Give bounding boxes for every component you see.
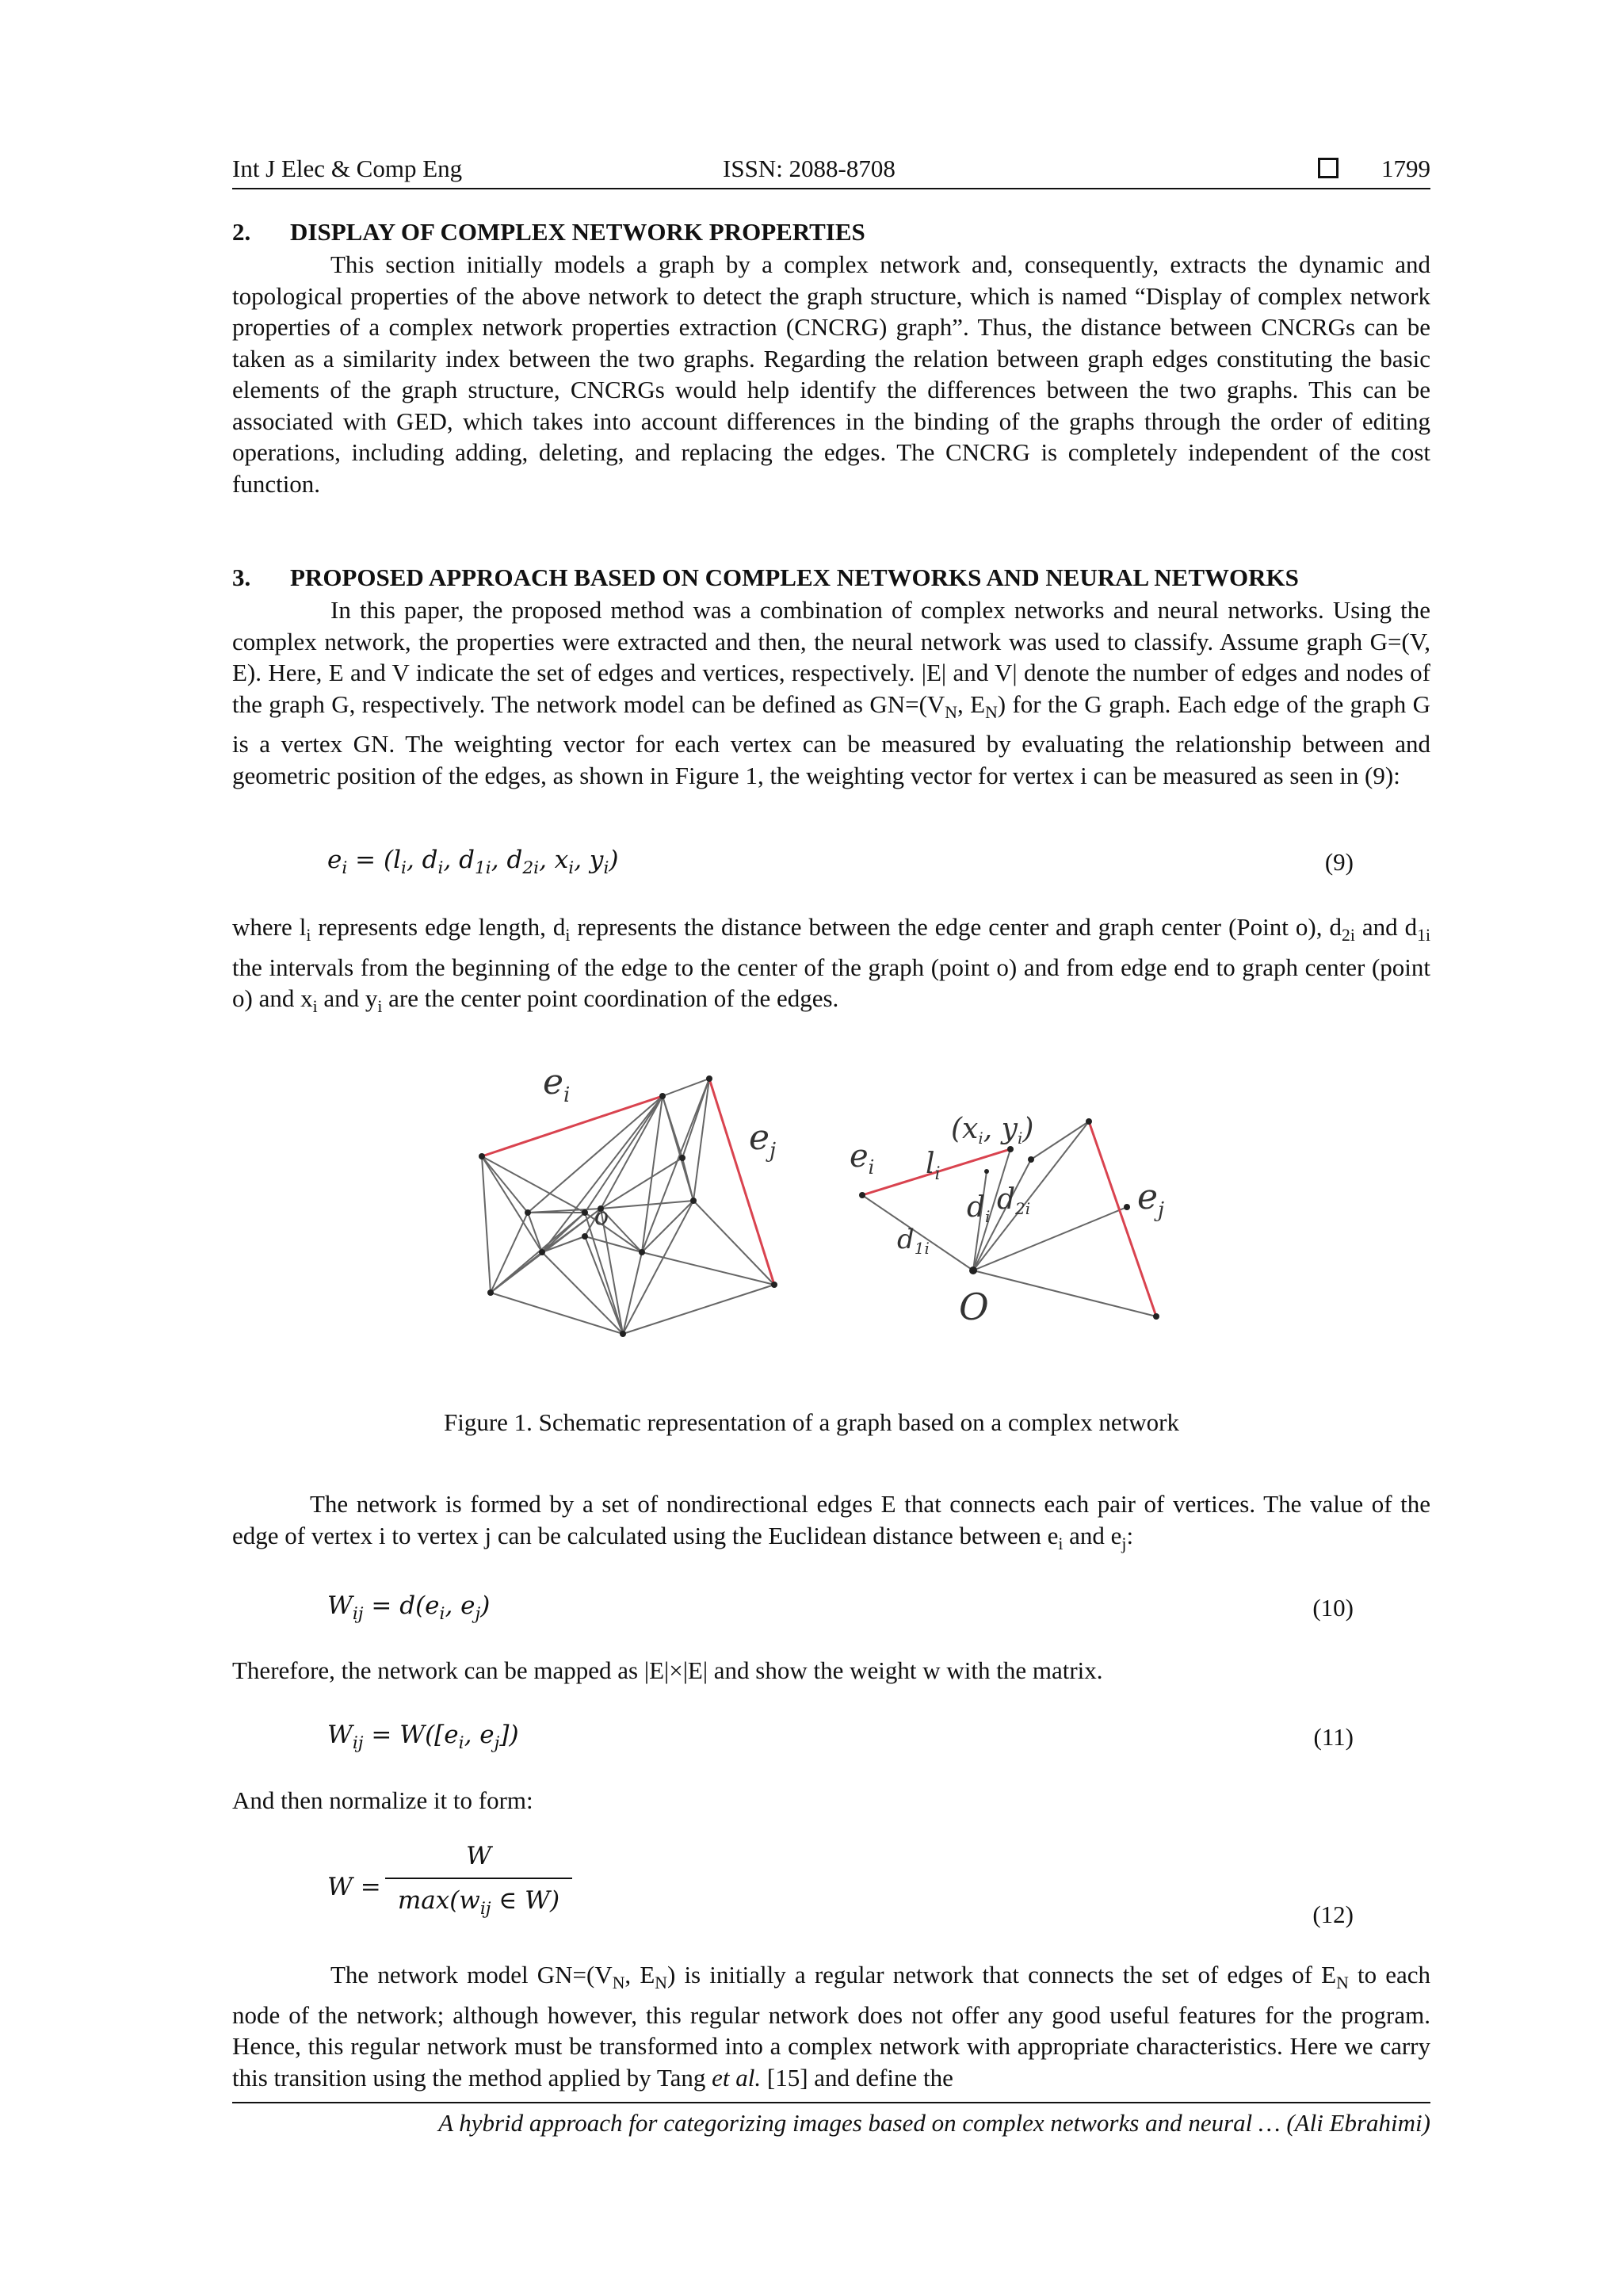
figure-caption: Figure 1. Schematic representation of a graph based on a complex network [444,1408,1179,1436]
left-label-o: o [594,1203,609,1231]
header-rule [232,188,1430,189]
equation-12-denominator: $\max(w_{ij}$ ∈ W) [397,1886,560,1920]
equation-10-number: (10) [1312,1594,1354,1622]
network-text: The network is formed by a set of nondirectional edges E that connects each pair of vertices. The value of the edge of vertex i to vertex j can be calculated using the Euclidean distance between $e_i$ and $e_j$: [232,1490,1430,1553]
left-edge-ei [482,1096,663,1156]
equation-12-number: (12) [1312,1901,1354,1928]
left-edge-ej [709,1079,777,1285]
section-3-number: 3. [232,563,251,591]
where-paragraph [232,911,1430,1023]
left-label-ei: $e_i$ [543,1062,571,1107]
left-label-ej: $e_j$ [749,1117,777,1163]
normalize-text: And then normalize it to form: [232,1786,533,1814]
left-graph [482,1079,777,1334]
fraction-bar [385,1878,572,1879]
square-icon [1318,155,1338,183]
section-2-number: 2. [232,218,251,246]
equation-10: $W_{ij} = d(e_i$, $e_j$) [327,1591,491,1625]
equation-12-lhs: W = [327,1873,381,1901]
network-paragraph [232,1488,1430,1560]
right-label-ej: $e_j$ [1137,1177,1165,1222]
figure-1 [444,1046,1236,1379]
right-label-li: $l_i$ [926,1148,941,1184]
section-3-body [232,594,1430,791]
right-label-ei: $e_i$ [850,1138,875,1179]
right-label-d2i: d2i [997,1183,1031,1218]
right-graph-nodes [859,1118,1159,1320]
final-text: The network model $GN=(V_N$, $E_N$) is initially a regular network that connects the set of edges of $E_N$ to each node of the network; although however, this regular network does not offer any good useful features for the program. Hence, this regular network must be transformed into a complex network with appropriate characteristics. Here we carry this transition using the method applied by Tang et al. [15] and define the [232,1961,1431,2092]
equation-9-number: (9) [1324,848,1354,876]
section-3-title: PROPOSED APPROACH BASED ON COMPLEX NETWORKS AND NEURAL NETWORKS [290,563,1299,591]
equation-9: $e_i = (l_i$, $d_i$, $d_{1i}$, $d_{2i}$, $x_i$, $y_i$) [327,846,619,879]
running-footer: A hybrid approach for categorizing images based on complex networks and neural … (Ali Ebrahimi) [438,2109,1430,2137]
right-label-O: O [959,1286,989,1328]
section-2-body [232,249,1430,499]
issn: ISSN: 2088-8708 [723,155,896,182]
equation-11: $W_{ij} = W([e_i$, $e_j$]) [327,1721,519,1754]
section-2-title: DISPLAY OF COMPLEX NETWORK PROPERTIES [290,218,865,246]
equation-12-numerator: W [466,1842,491,1870]
where-text: where $l_i$ represents edge length, $d_i$ represents the distance between the edge center and graph center (Point o), $d_{2i}$ and $d_{1i}$ the intervals from the beginning of the edge to the center of the graph (point o) and from edge end to graph center (point o) and $x_i$ and $y_i$ are the center point coordination of the edges. [232,913,1431,1017]
journal-name: Int J Elec & Comp Eng [232,155,463,182]
final-paragraph [232,1959,1430,2093]
section-2-paragraph: This section initially models a graph by a complex network and, consequently, extracts the dynamic and topological properties of the above network to detect the graph structure, which is named “Display of complex network properties of a complex network properties extraction (CNCRG) graph”. Thus, the distance between CNCRGs can be taken as a similarity index between the two graphs. Regarding the relation between graph edges constituting the basic elements of the graph structure, CNCRGs would help identify the differences between the two graphs. This can be associated with GED, which takes into account differences in the binding of the graphs through the order of editing operations, including adding, deleting, and replacing the edges. The CNCRG is completely independent of the cost function. [232,250,1430,498]
right-label-xy: (xi, yi) [951,1113,1034,1148]
right-label-d1i: $d_{1i}$ [897,1224,930,1258]
therefore-text: Therefore, the network can be mapped as |E|×|E| and show the weight w with the matrix. [232,1656,1103,1684]
page-number: 1799 [1381,155,1430,182]
footer-rule [232,2102,1430,2103]
right-label-di: di [967,1191,991,1226]
section-3-paragraph: In this paper, the proposed method was a combination of complex networks and neural networks. Using the complex network, the properties were extracted and then, the neural network was used to classify. Assume graph G=(V, E). Here, E and V indicate the set of edges and vertices, respectively. |E| and V| denote the number of edges and nodes of the graph G, respectively. The network model can be defined as $GN=(V_N$, $E_N$) for the G graph. Each edge of the graph G is a vertex GN. The weighting vector for each vertex can be measured by evaluating the relationship between and geometric position of the edges, as shown in Figure 1, the weighting vector for vertex i can be measured as seen in (9): [232,596,1430,789]
equation-11-number: (11) [1313,1723,1354,1751]
